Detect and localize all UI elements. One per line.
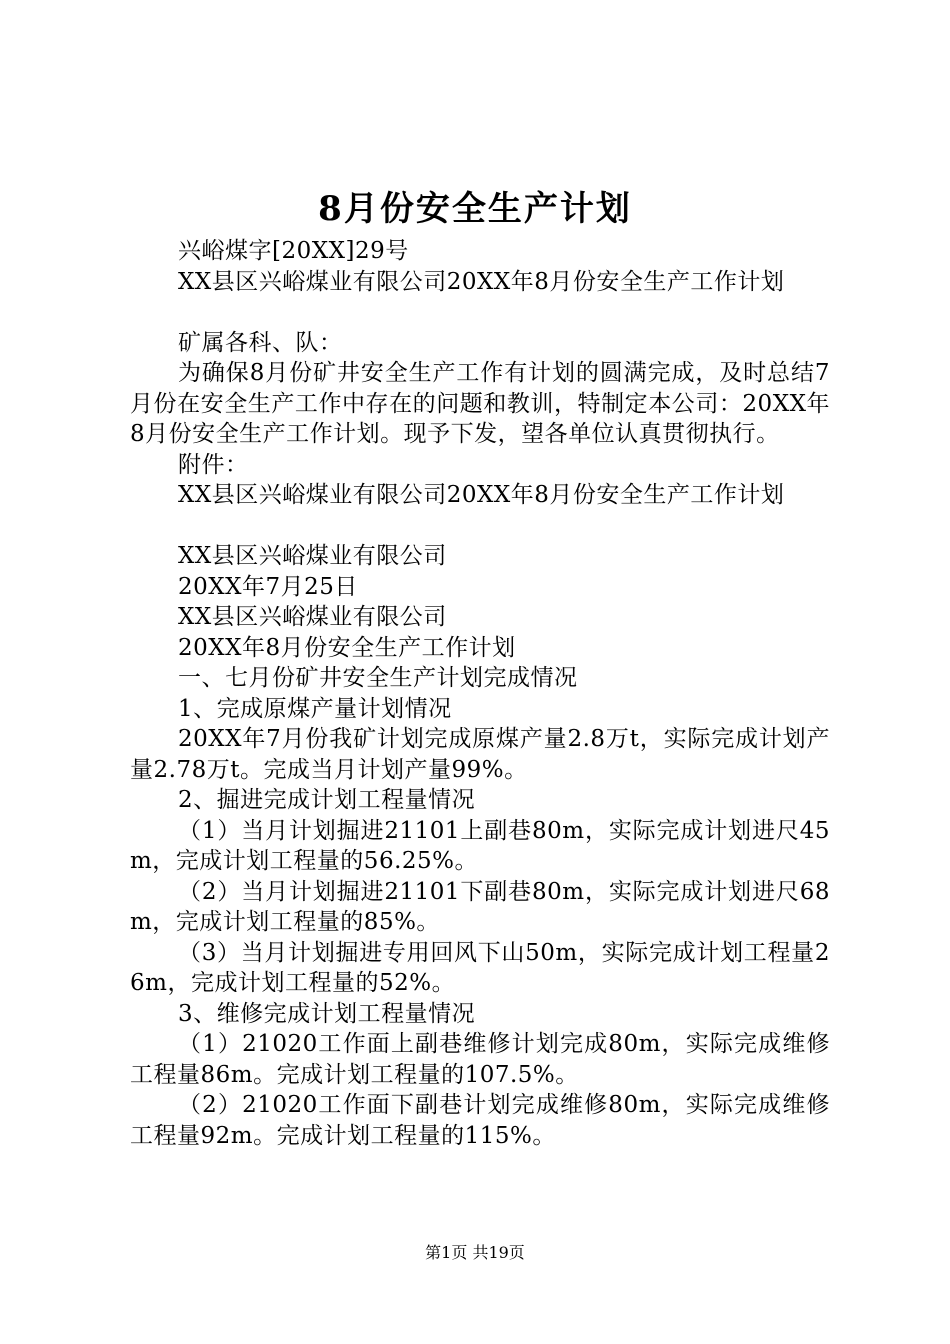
- subsection-heading: 3、维修完成计划工程量情况: [178, 1000, 476, 1027]
- company-name: XX县区兴峪煤业有限公司: [178, 604, 447, 630]
- document-title: 8月份安全生产计划: [318, 189, 632, 229]
- body-paragraph: （1）21020工作面上副巷维修计划完成80m，实际完成维修工程量86m。完成计划工程量的107.5%。: [130, 1031, 830, 1088]
- doc-number: 兴峪煤字[20XX]29号: [178, 238, 409, 264]
- blank-line: [130, 297, 830, 328]
- attachment-label: 附件：: [178, 451, 249, 478]
- intro-paragraph: 为确保8月份矿井安全生产工作有计划的圆满完成，及时总结7月份在安全生产工作中存在的问题和教训，特制定本公司：20XX年8月份安全生产工作计划。现予下发，望各单位认真贯彻执行。: [130, 360, 830, 447]
- attachment-title: XX县区兴峪煤业有限公司20XX年8月份安全生产工作计划: [178, 482, 785, 508]
- doc-subject: XX县区兴峪煤业有限公司20XX年8月份安全生产工作计划: [178, 268, 785, 295]
- body-paragraph: （3）当月计划掘进专用回风下山50m，实际完成计划工程量26m，完成计划工程量的52%。: [130, 939, 830, 996]
- body-paragraph: （1）当月计划掘进21101上副巷80m，实际完成计划进尺45m，完成计划工程量的56.25%。: [130, 817, 830, 874]
- plan-title: 20XX年8月份安全生产工作计划: [178, 634, 516, 661]
- blank-line: [130, 511, 830, 542]
- issue-date: 20XX年7月25日: [178, 573, 358, 600]
- addressee: 矿属各科、队：: [178, 329, 343, 356]
- subsection-heading: 2、掘进完成计划工程量情况: [178, 787, 476, 813]
- body-paragraph: （2）21020工作面下副巷计划完成维修80m，实际完成维修工程量92m。完成计划工程量的115%。: [130, 1092, 830, 1149]
- section-heading: 一、七月份矿井安全生产计划完成情况: [178, 665, 578, 691]
- document-body: [130, 236, 830, 1151]
- page-number: 第1页 共19页: [425, 1243, 525, 1262]
- body-paragraph: （2）当月计划掘进21101下副巷80m，实际完成计划进尺68m，完成计划工程量的85%。: [130, 878, 830, 935]
- issuer-name: XX县区兴峪煤业有限公司: [178, 543, 447, 569]
- body-paragraph: 20XX年7月份我矿计划完成原煤产量2.8万t，实际完成计划产量2.78万t。完成当月计划产量99%。: [130, 726, 830, 783]
- subsection-heading: 1、完成原煤产量计划情况: [178, 695, 452, 722]
